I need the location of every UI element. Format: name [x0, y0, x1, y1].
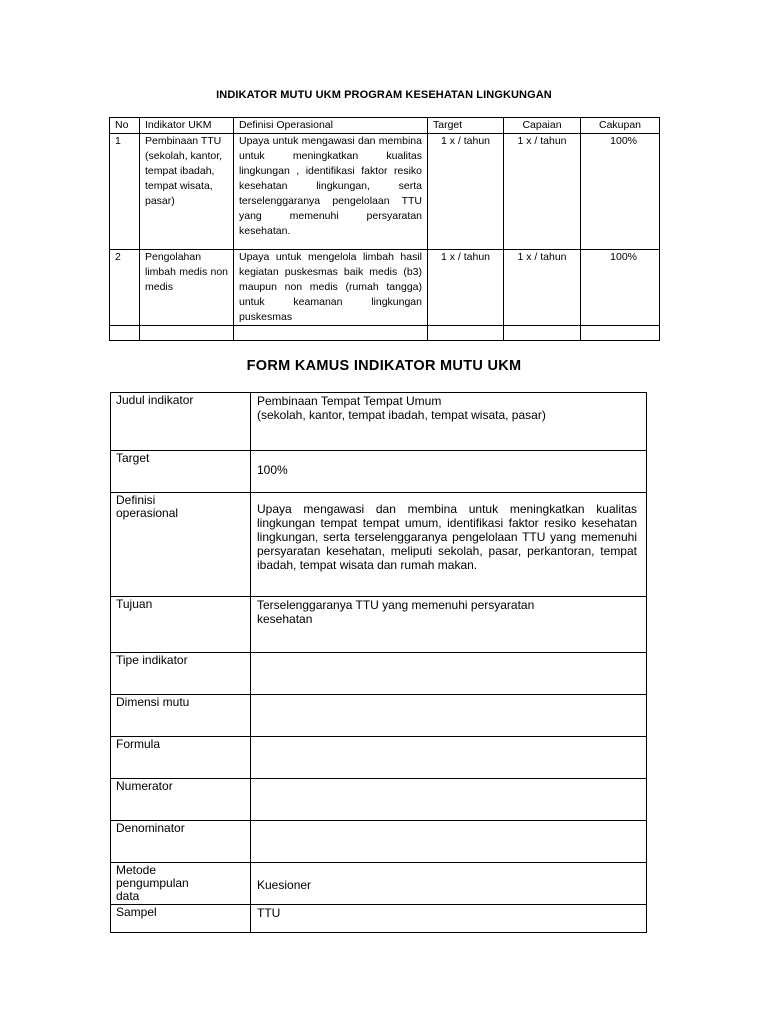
sampel-label: Sampel [111, 905, 251, 933]
row-definisi: Upaya untuk mengawasi dan membina untuk meningkatkan kualitas lingkungan , identifikasi faktor resiko kesehatan lingkungan, serta terselenggaranya pengelolaan TTU yang memenuhi persyaratan kesehatan. [234, 134, 428, 250]
form-title: FORM KAMUS INDIKATOR MUTU UKM [246, 358, 522, 374]
metode-value: Kuesioner [251, 863, 647, 905]
form-row-metode [111, 863, 647, 905]
row-cakupan: 100% [581, 250, 660, 326]
row-indikator: Pengolahan limbah medis non medis [140, 250, 234, 326]
form-row-dimensi [111, 695, 647, 737]
indicator-dictionary-form [110, 392, 647, 933]
denominator-value [251, 821, 647, 863]
row-indikator: Pembinaan TTU (sekolah, kantor, tempat ibadah, tempat wisata, pasar) [140, 134, 234, 250]
judul-value-line1: Pembinaan Tempat Tempat Umum [257, 394, 442, 408]
form-row-formula [111, 737, 647, 779]
document-title: INDIKATOR MUTU UKM PROGRAM KESEHATAN LINGKUNGAN [216, 89, 552, 101]
form-row-tujuan [111, 597, 647, 653]
header-capaian: Capaian [504, 118, 581, 134]
tipe-label: Tipe indikator [111, 653, 251, 695]
table-row [110, 250, 660, 326]
form-row-denominator [111, 821, 647, 863]
row-capaian: 1 x / tahun [504, 134, 581, 250]
numerator-value [251, 779, 647, 821]
row-target: 1 x / tahun [428, 134, 504, 250]
indicator-table [109, 117, 660, 341]
row-no: 2 [110, 250, 140, 326]
denominator-label: Denominator [111, 821, 251, 863]
definisi-label-line1: Definisi [116, 493, 156, 507]
definisi-label-line2: operasional [116, 506, 179, 520]
judul-value-line2: (sekolah, kantor, tempat ibadah, tempat wisata, pasar) [257, 408, 546, 422]
tujuan-label: Tujuan [111, 597, 251, 653]
header-no: No [110, 118, 140, 134]
form-row-tipe [111, 653, 647, 695]
header-definisi: Definisi Operasional [234, 118, 428, 134]
metode-label-line1: Metode [116, 863, 157, 877]
judul-label: Judul indikator [111, 393, 251, 451]
form-row-judul [111, 393, 647, 451]
form-row-numerator [111, 779, 647, 821]
form-row-definisi [111, 493, 647, 597]
row-capaian: 1 x / tahun [504, 250, 581, 326]
table-row-empty [110, 326, 660, 341]
sampel-value: TTU [251, 905, 647, 933]
row-target: 1 x / tahun [428, 250, 504, 326]
metode-label [111, 863, 251, 905]
tujuan-value: Terselenggaranya TTU yang memenuhi persyaratan kesehatan [251, 597, 647, 653]
formula-label: Formula [111, 737, 251, 779]
table-row [110, 134, 660, 250]
header-indikator: Indikator UKM [140, 118, 234, 134]
dimensi-value [251, 695, 647, 737]
form-row-target [111, 451, 647, 493]
dimensi-label: Dimensi mutu [111, 695, 251, 737]
numerator-label: Numerator [111, 779, 251, 821]
target-label: Target [111, 451, 251, 493]
header-target: Target [428, 118, 504, 134]
tipe-value [251, 653, 647, 695]
judul-value [251, 393, 647, 451]
definisi-value: Upaya mengawasi dan membina untuk meningkatkan kualitas lingkungan tempat tempat umum, identifikasi faktor resiko kesehatan lingkungan, serta terselenggaranya pengelolaan TTU yang memenuhi persyaratan kesehatan, meliputi sekolah, pasar, perkantoran, tempat ibadah, tempat wisata dan rumah makan. [251, 493, 647, 597]
metode-label-line2: pengumpulan [116, 876, 189, 890]
row-definisi: Upaya untuk mengelola limbah hasil kegiatan puskesmas baik medis (b3) maupun non medis (rumah tangga) untuk keamanan lingkungan puskesmas [234, 250, 428, 326]
indicator-table-header [110, 118, 660, 134]
definisi-label [111, 493, 251, 597]
row-no: 1 [110, 134, 140, 250]
form-row-sampel [111, 905, 647, 933]
formula-value [251, 737, 647, 779]
metode-label-line3: data [116, 889, 140, 903]
target-value: 100% [251, 451, 647, 493]
row-cakupan: 100% [581, 134, 660, 250]
header-cakupan: Cakupan [581, 118, 660, 134]
